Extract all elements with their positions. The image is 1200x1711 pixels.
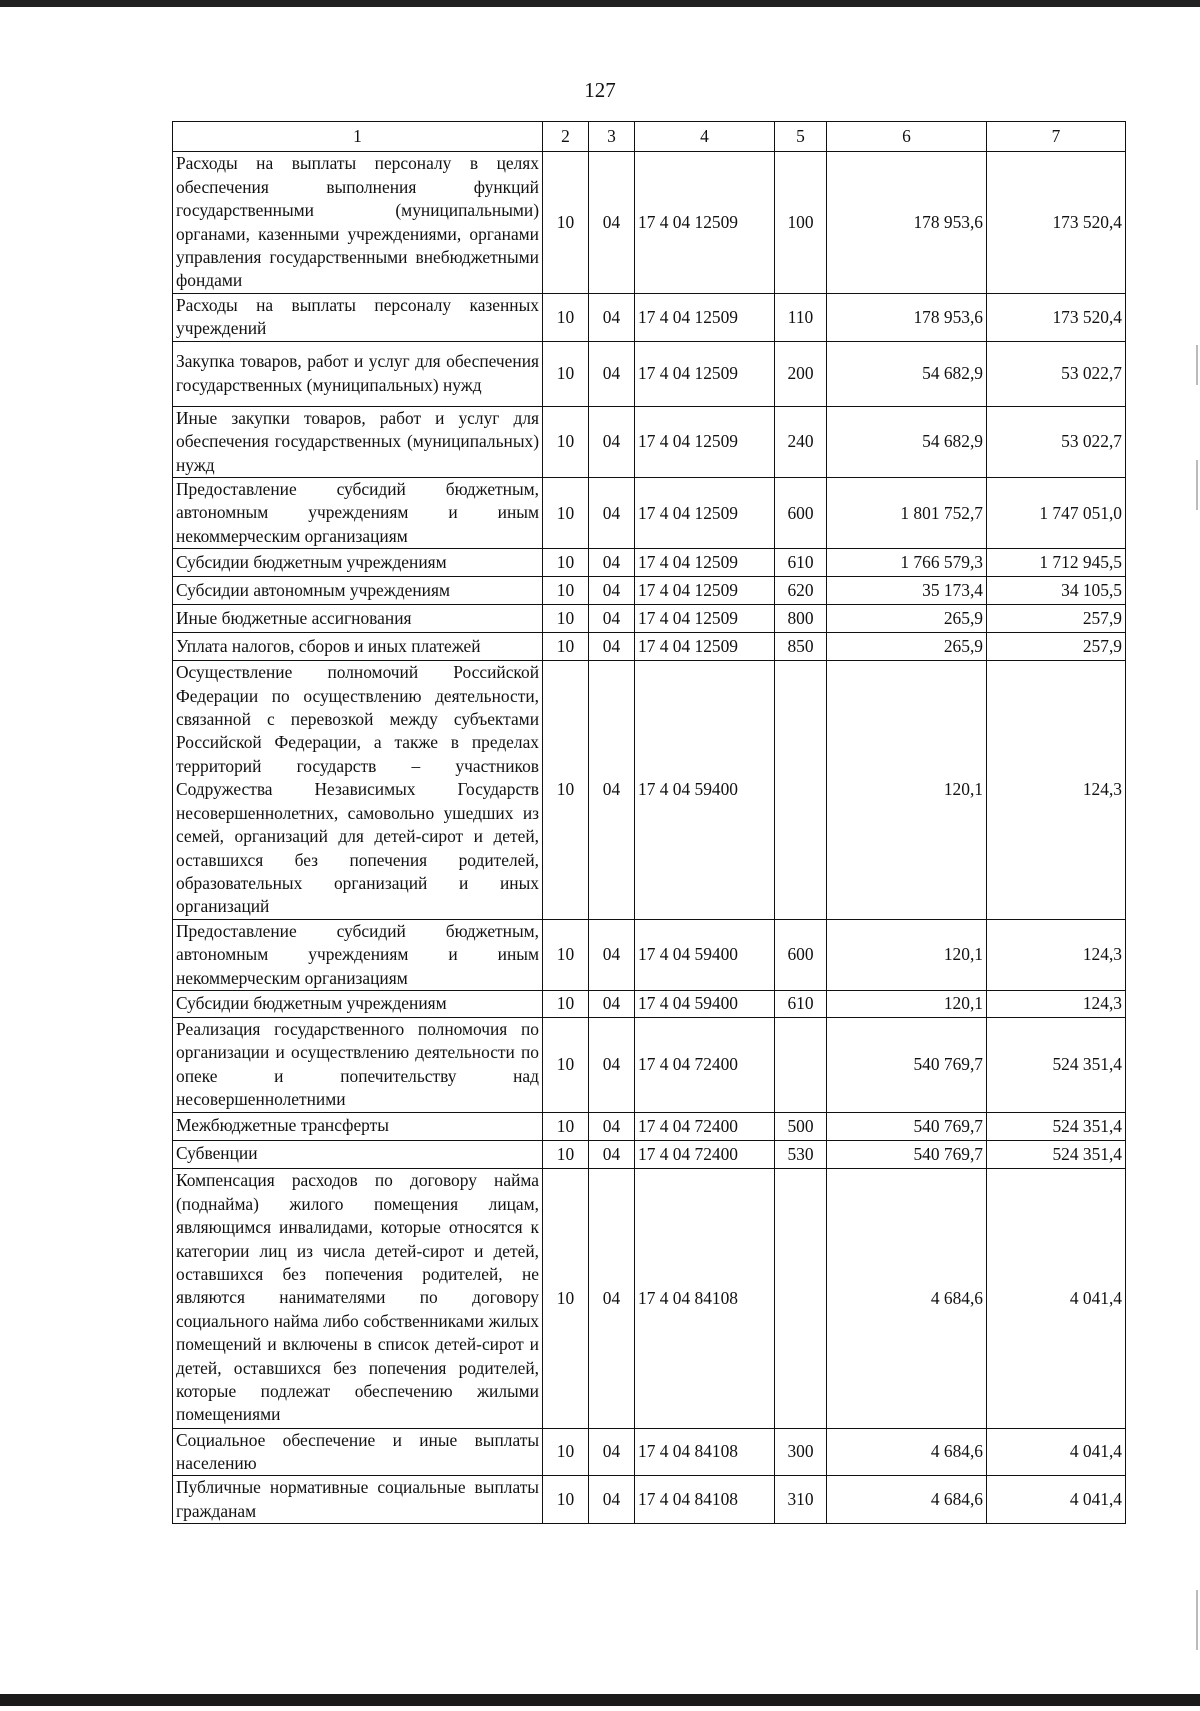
amount-year1-cell: 4 684,6	[827, 1168, 987, 1428]
table-header-row	[173, 122, 1126, 152]
table-row	[173, 661, 1126, 919]
table-row	[173, 1476, 1126, 1524]
scan-mark	[1196, 345, 1198, 385]
subsection-cell: 04	[589, 1112, 635, 1140]
subsection-cell: 04	[589, 577, 635, 605]
subsection-cell: 04	[589, 294, 635, 342]
expense-type-cell: 240	[775, 406, 827, 477]
page-number: 127	[584, 78, 616, 102]
target-article-cell: 17 4 04 72400	[635, 1112, 775, 1140]
target-article-cell: 17 4 04 12509	[635, 605, 775, 633]
table-row	[173, 341, 1126, 406]
table-row	[173, 294, 1126, 342]
scan-mark	[1196, 1590, 1198, 1650]
subsection-cell: 04	[589, 661, 635, 919]
target-article-cell: 17 4 04 59400	[635, 661, 775, 919]
expense-type-cell	[775, 1017, 827, 1112]
target-article-cell: 17 4 04 12509	[635, 549, 775, 577]
expense-type-cell: 600	[775, 919, 827, 990]
section-cell: 10	[543, 406, 589, 477]
table-row	[173, 152, 1126, 294]
subsection-cell: 04	[589, 341, 635, 406]
target-article-cell: 17 4 04 84108	[635, 1476, 775, 1524]
target-article-cell: 17 4 04 12509	[635, 294, 775, 342]
target-article-cell: 17 4 04 59400	[635, 919, 775, 990]
subsection-cell: 04	[589, 919, 635, 990]
amount-year1-cell: 4 684,6	[827, 1476, 987, 1524]
amount-year2-cell: 124,3	[987, 990, 1126, 1017]
amount-year2-cell: 4 041,4	[987, 1476, 1126, 1524]
section-cell: 10	[543, 152, 589, 294]
expense-type-cell: 600	[775, 478, 827, 549]
amount-year2-cell: 53 022,7	[987, 406, 1126, 477]
amount-year1-cell: 540 769,7	[827, 1017, 987, 1112]
header-cell: 1	[173, 122, 543, 152]
expense-type-cell: 610	[775, 549, 827, 577]
target-article-cell: 17 4 04 84108	[635, 1428, 775, 1476]
scan-mark	[1196, 460, 1198, 510]
subsection-cell: 04	[589, 1476, 635, 1524]
amount-year1-cell: 120,1	[827, 661, 987, 919]
amount-year1-cell: 4 684,6	[827, 1428, 987, 1476]
section-cell: 10	[543, 294, 589, 342]
amount-year2-cell: 173 520,4	[987, 294, 1126, 342]
expense-type-cell: 530	[775, 1140, 827, 1168]
amount-year2-cell: 4 041,4	[987, 1168, 1126, 1428]
row-name-cell: Предоставление субсидий бюджетным, автономным учреждениям и иным некоммерческим организациям	[173, 478, 543, 549]
amount-year2-cell: 53 022,7	[987, 341, 1126, 406]
row-name-cell: Предоставление субсидий бюджетным, автономным учреждениям и иным некоммерческим организациям	[173, 919, 543, 990]
scan-top-border	[0, 0, 1200, 7]
header-cell: 7	[987, 122, 1126, 152]
expense-type-cell: 620	[775, 577, 827, 605]
section-cell: 10	[543, 1168, 589, 1428]
header-cell: 3	[589, 122, 635, 152]
table-row	[173, 919, 1126, 990]
section-cell: 10	[543, 1112, 589, 1140]
row-name-cell: Межбюджетные трансферты	[173, 1112, 543, 1140]
amount-year1-cell: 35 173,4	[827, 577, 987, 605]
table-row	[173, 1112, 1126, 1140]
amount-year2-cell: 34 105,5	[987, 577, 1126, 605]
section-cell: 10	[543, 549, 589, 577]
amount-year2-cell: 4 041,4	[987, 1428, 1126, 1476]
amount-year1-cell: 265,9	[827, 633, 987, 661]
target-article-cell: 17 4 04 12509	[635, 577, 775, 605]
section-cell: 10	[543, 605, 589, 633]
section-cell: 10	[543, 577, 589, 605]
target-article-cell: 17 4 04 12509	[635, 478, 775, 549]
section-cell: 10	[543, 341, 589, 406]
table-row	[173, 605, 1126, 633]
row-name-cell: Субсидии бюджетным учреждениям	[173, 990, 543, 1017]
amount-year1-cell: 120,1	[827, 990, 987, 1017]
row-name-cell: Субсидии бюджетным учреждениям	[173, 549, 543, 577]
expense-type-cell	[775, 661, 827, 919]
expense-type-cell: 110	[775, 294, 827, 342]
section-cell: 10	[543, 1017, 589, 1112]
expense-type-cell: 300	[775, 1428, 827, 1476]
target-article-cell: 17 4 04 12509	[635, 406, 775, 477]
subsection-cell: 04	[589, 1017, 635, 1112]
subsection-cell: 04	[589, 152, 635, 294]
subsection-cell: 04	[589, 1168, 635, 1428]
row-name-cell: Реализация государственного полномочия по организации и осуществлению деятельности по опеке и попечительству над несовершеннолетними	[173, 1017, 543, 1112]
expense-type-cell: 610	[775, 990, 827, 1017]
subsection-cell: 04	[589, 478, 635, 549]
expense-type-cell	[775, 1168, 827, 1428]
row-name-cell: Расходы на выплаты персоналу казенных учреждений	[173, 294, 543, 342]
section-cell: 10	[543, 478, 589, 549]
subsection-cell: 04	[589, 605, 635, 633]
table-row	[173, 478, 1126, 549]
expense-type-cell: 200	[775, 341, 827, 406]
expense-type-cell: 850	[775, 633, 827, 661]
amount-year2-cell: 524 351,4	[987, 1017, 1126, 1112]
amount-year2-cell: 257,9	[987, 605, 1126, 633]
row-name-cell: Субсидии автономным учреждениям	[173, 577, 543, 605]
amount-year1-cell: 1 766 579,3	[827, 549, 987, 577]
amount-year2-cell: 524 351,4	[987, 1112, 1126, 1140]
row-name-cell: Социальное обеспечение и иные выплаты населению	[173, 1428, 543, 1476]
amount-year1-cell: 540 769,7	[827, 1112, 987, 1140]
table-row	[173, 1140, 1126, 1168]
amount-year1-cell: 540 769,7	[827, 1140, 987, 1168]
subsection-cell: 04	[589, 549, 635, 577]
amount-year1-cell: 120,1	[827, 919, 987, 990]
section-cell: 10	[543, 661, 589, 919]
table-row	[173, 990, 1126, 1017]
subsection-cell: 04	[589, 406, 635, 477]
section-cell: 10	[543, 633, 589, 661]
expense-type-cell: 500	[775, 1112, 827, 1140]
table-row	[173, 1168, 1126, 1428]
amount-year2-cell: 124,3	[987, 661, 1126, 919]
amount-year1-cell: 54 682,9	[827, 341, 987, 406]
target-article-cell: 17 4 04 59400	[635, 990, 775, 1017]
section-cell: 10	[543, 990, 589, 1017]
amount-year2-cell: 1 712 945,5	[987, 549, 1126, 577]
target-article-cell: 17 4 04 84108	[635, 1168, 775, 1428]
amount-year2-cell: 257,9	[987, 633, 1126, 661]
amount-year2-cell: 1 747 051,0	[987, 478, 1126, 549]
section-cell: 10	[543, 1428, 589, 1476]
section-cell: 10	[543, 1476, 589, 1524]
row-name-cell: Закупка товаров, работ и услуг для обеспечения государственных (муниципальных) нужд	[173, 341, 543, 406]
amount-year1-cell: 54 682,9	[827, 406, 987, 477]
row-name-cell: Компенсация расходов по договору найма (поднайма) жилого помещения лицам, являющимся инвалидами, которые относятся к категории лиц из числа детей-сирот и детей, оставшихся без попечения родителей, не являются нанимателями по договору социального найма либо собственниками жилых помещений и включены в список детей-сирот и детей, оставшихся без попечения родителей, которые подлежат обеспечению жилыми помещениями	[173, 1168, 543, 1428]
subsection-cell: 04	[589, 1140, 635, 1168]
amount-year1-cell: 178 953,6	[827, 294, 987, 342]
amount-year2-cell: 173 520,4	[987, 152, 1126, 294]
header-cell: 6	[827, 122, 987, 152]
row-name-cell: Публичные нормативные социальные выплаты гражданам	[173, 1476, 543, 1524]
amount-year1-cell: 265,9	[827, 605, 987, 633]
target-article-cell: 17 4 04 12509	[635, 152, 775, 294]
header-cell: 2	[543, 122, 589, 152]
expense-type-cell: 800	[775, 605, 827, 633]
table-row	[173, 577, 1126, 605]
amount-year2-cell: 524 351,4	[987, 1140, 1126, 1168]
subsection-cell: 04	[589, 990, 635, 1017]
table-row	[173, 549, 1126, 577]
table-row	[173, 1017, 1126, 1112]
table-row	[173, 633, 1126, 661]
scan-bottom-border	[0, 1694, 1200, 1706]
expense-type-cell: 100	[775, 152, 827, 294]
table-row	[173, 1428, 1126, 1476]
table-row	[173, 406, 1126, 477]
target-article-cell: 17 4 04 72400	[635, 1140, 775, 1168]
expense-type-cell: 310	[775, 1476, 827, 1524]
row-name-cell: Иные закупки товаров, работ и услуг для обеспечения государственных (муниципальных) нужд	[173, 406, 543, 477]
header-cell: 4	[635, 122, 775, 152]
subsection-cell: 04	[589, 1428, 635, 1476]
budget-table	[172, 121, 1126, 1524]
row-name-cell: Осуществление полномочий Российской Федерации по осуществлению деятельности, связанной с перевозкой между субъектами Российской Федерации, а также в пределах территорий государств – участников Содружества Независимых Государств несовершеннолетних, самовольно ушедших из семей, организаций для детей-сирот и детей, оставшихся без попечения родителей, образовательных организаций и иных организаций	[173, 661, 543, 919]
section-cell: 10	[543, 1140, 589, 1168]
row-name-cell: Субвенции	[173, 1140, 543, 1168]
target-article-cell: 17 4 04 12509	[635, 341, 775, 406]
amount-year2-cell: 124,3	[987, 919, 1126, 990]
row-name-cell: Уплата налогов, сборов и иных платежей	[173, 633, 543, 661]
amount-year1-cell: 1 801 752,7	[827, 478, 987, 549]
target-article-cell: 17 4 04 72400	[635, 1017, 775, 1112]
row-name-cell: Расходы на выплаты персоналу в целях обеспечения выполнения функций государственными (муниципальными) органами, казенными учреждениями, органами управления государственными внебюджетными фондами	[173, 152, 543, 294]
subsection-cell: 04	[589, 633, 635, 661]
row-name-cell: Иные бюджетные ассигнования	[173, 605, 543, 633]
amount-year1-cell: 178 953,6	[827, 152, 987, 294]
target-article-cell: 17 4 04 12509	[635, 633, 775, 661]
section-cell: 10	[543, 919, 589, 990]
header-cell: 5	[775, 122, 827, 152]
